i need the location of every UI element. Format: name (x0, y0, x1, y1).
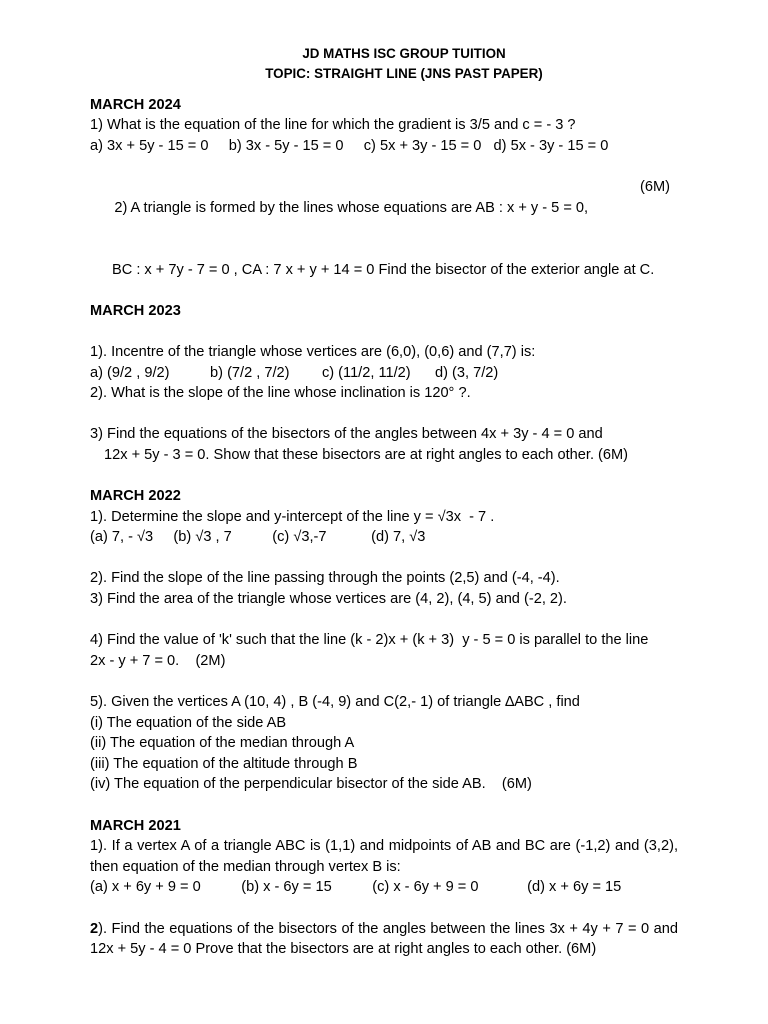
question-2-marks: (6M) (640, 179, 670, 196)
question-5-part-iii: (iii) The equation of the altitude through B (90, 755, 358, 772)
question-1-options: (a) 7, - √3 (b) √3 , 7 (c) √3,-7 (d) 7, √3 (90, 529, 426, 546)
question-2-line-1 (90, 177, 708, 259)
question-1: 1). If a vertex A of a triangle ABC is (1,1) and midpoints of AB and BC are (-1,2) and (3,2), then equation of the median through vertex B is: (90, 838, 678, 875)
question-4-line-2: 2x - y + 7 = 0. (2M) (90, 652, 226, 669)
question-5: 5). Given the vertices A (10, 4) , B (-4, 9) and C(2,- 1) of triangle ∆ABC , find (90, 694, 580, 711)
question-2-text: 2) A triangle is formed by the lines whose equations are AB : x + y - 5 = 0, (114, 199, 589, 216)
section-year: MARCH 2023 (90, 302, 181, 319)
section-year: MARCH 2024 (90, 96, 181, 113)
question-5-part-iv: (iv) The equation of the perpendicular bisector of the side AB. (6M) (90, 776, 532, 793)
question-2-text: ). Find the equations of the bisectors of the angles between the lines 3x + 4y + 7 = 0 and 12x + 5y - 4 = 0 Prove that the bisectors are at right angles to each other. (6M) (90, 920, 678, 958)
section-march-2024 (90, 95, 708, 280)
question-3-line-2: 12x + 5y - 3 = 0. Show that these bisectors are at right angles to each other. (6M) (104, 446, 629, 463)
header-title: JD MATHS ISC GROUP TUITION (302, 46, 506, 61)
section-march-2023 (90, 301, 708, 466)
document-header (90, 44, 708, 85)
question-1: 1). Incentre of the triangle whose vertices are (6,0), (0,6) and (7,7) is: (90, 343, 536, 360)
question-1-options: a) 3x + 5y - 15 = 0 b) 3x - 5y - 15 = 0 c) 5x + 3y - 15 = 0 d) 5x - 3y - 15 = 0 (90, 138, 609, 154)
question-2-line-2: BC : x + 7y - 7 = 0 , CA : 7 x + y + 14 = 0 Find the bisector of the exterior angle at C. (112, 261, 655, 278)
question-5-part-ii: (ii) The equation of the median through A (90, 735, 355, 752)
section-march-2021 (90, 816, 708, 960)
question-1: 1) What is the equation of the line for which the gradient is 3/5 and c = - 3 ? (90, 117, 576, 134)
question-3: 3) Find the area of the triangle whose vertices are (4, 2), (4, 5) and (-2, 2). (90, 591, 567, 608)
question-2-number: 2 (90, 920, 99, 937)
question-2 (90, 919, 678, 960)
question-1: 1). Determine the slope and y-intercept of the line y = √3x - 7 . (90, 508, 495, 525)
section-year: MARCH 2022 (90, 488, 181, 505)
question-3-line-1: 3) Find the equations of the bisectors of the angles between 4x + 3y - 4 = 0 and (90, 426, 603, 443)
question-5-part-i: (i) The equation of the side AB (90, 714, 287, 731)
section-year: MARCH 2021 (90, 817, 181, 834)
question-2: 2). What is the slope of the line whose inclination is 120° ?. (90, 385, 471, 402)
question-1-options: (a) x + 6y + 9 = 0 (b) x - 6y = 15 (c) x - 6y + 9 = 0 (d) x + 6y = 15 (90, 879, 622, 896)
section-march-2022 (90, 486, 708, 795)
header-topic: TOPIC: STRAIGHT LINE (JNS PAST PAPER) (265, 66, 543, 82)
question-1-options: a) (9/2 , 9/2) b) (7/2 , 7/2) c) (11/2, 11/2) d) (3, 7/2) (90, 364, 499, 381)
question-2: 2). Find the slope of the line passing through the points (2,5) and (-4, -4). (90, 570, 560, 587)
question-4-line-1: 4) Find the value of 'k' such that the line (k - 2)x + (k + 3) y - 5 = 0 is parallel to the line (90, 632, 649, 649)
